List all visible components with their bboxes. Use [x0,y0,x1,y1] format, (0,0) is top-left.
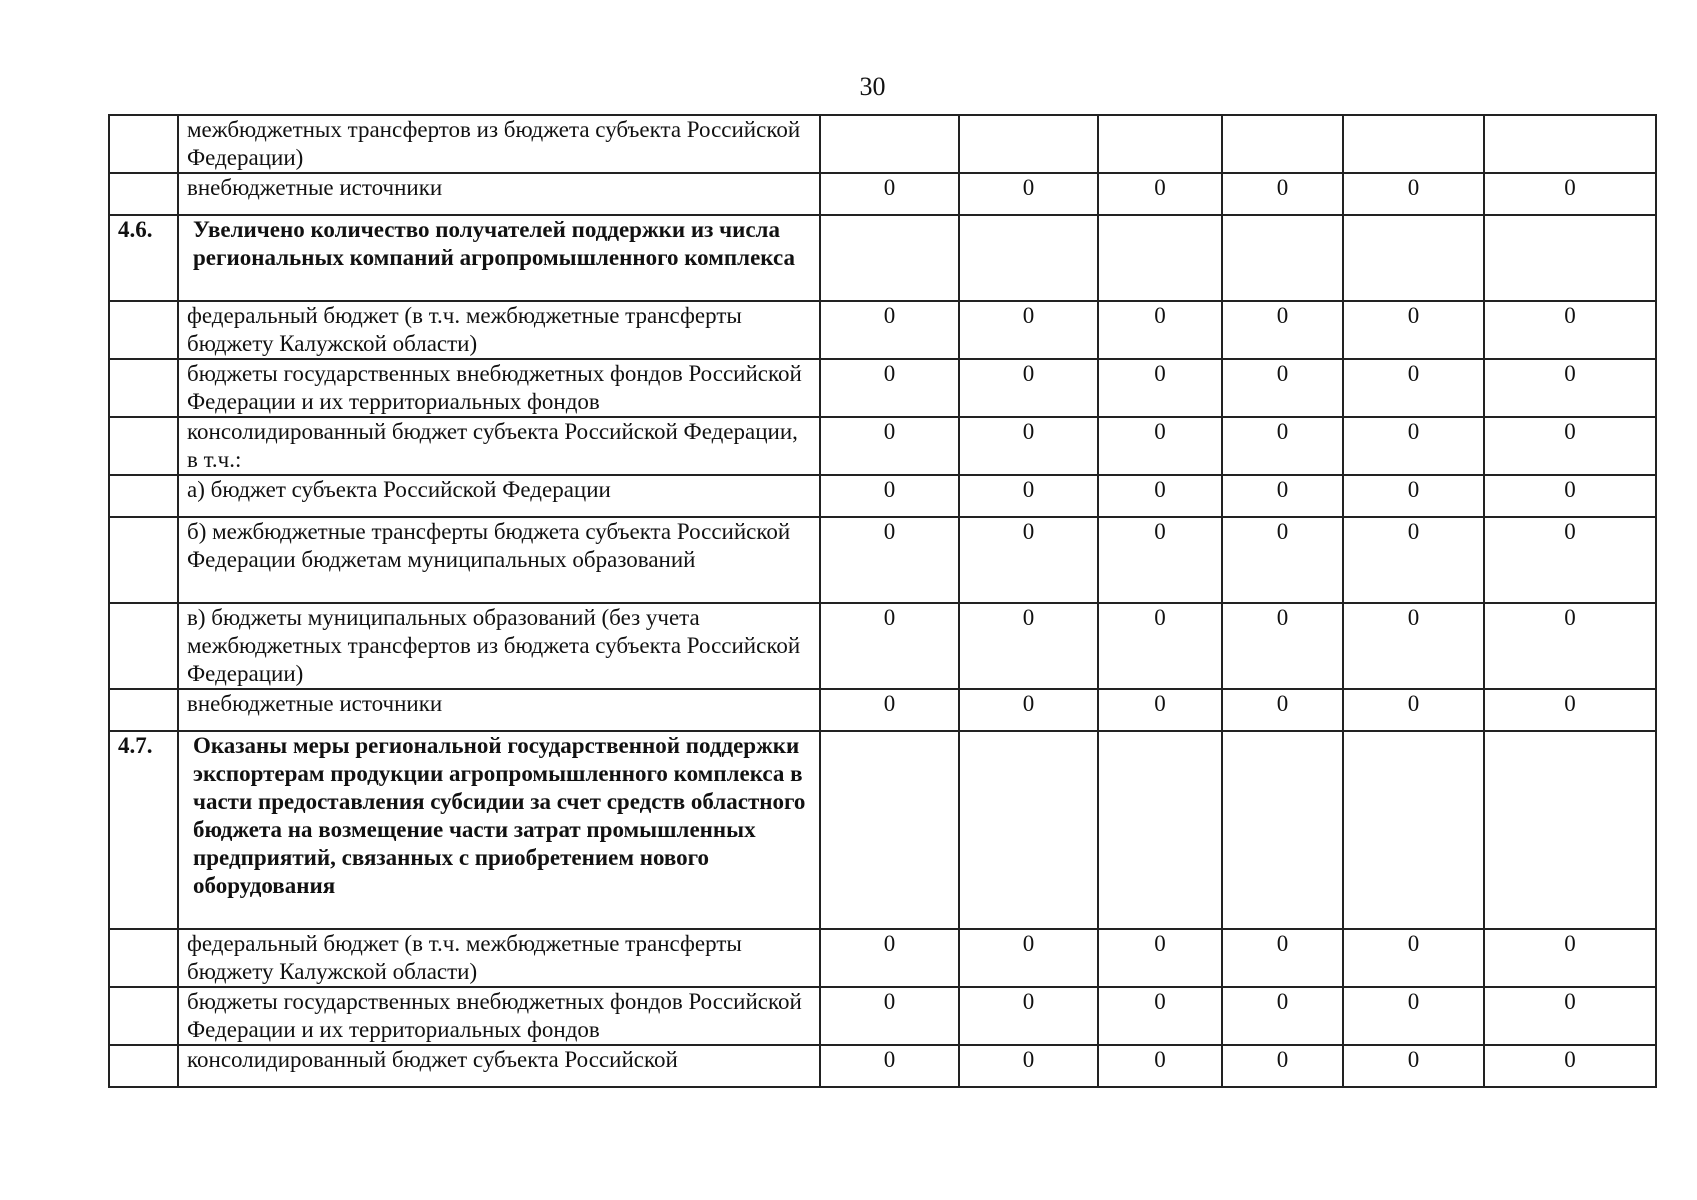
value-cell: 0 [820,417,959,475]
value-cell: 0 [1484,301,1656,359]
value-cell: 0 [1343,987,1484,1045]
value-cell: 0 [1222,417,1343,475]
value-cell: 0 [1343,517,1484,603]
table-row [109,359,1656,417]
value-cell: 0 [1222,301,1343,359]
row-label: федеральный бюджет (в т.ч. межбюджетные трансферты бюджету Калужской области) [178,929,820,987]
value-cell: 0 [1222,173,1343,215]
value-cell: 0 [1484,603,1656,689]
row-label: внебюджетные источники [178,689,820,731]
row-label: в) бюджеты муниципальных образований (без учета межбюджетных трансфертов из бюджета субъекта Российской Федерации) [178,603,820,689]
value-cell [1222,215,1343,301]
value-cell: 0 [820,475,959,517]
row-label: межбюджетных трансфертов из бюджета субъекта Российской Федерации) [178,115,820,173]
value-cell: 0 [820,689,959,731]
value-cell: 0 [959,417,1098,475]
value-cell: 0 [959,1045,1098,1087]
table-row [109,215,1656,301]
row-number [109,417,178,475]
value-cell [1343,115,1484,173]
value-cell: 0 [1098,603,1222,689]
table-row [109,417,1656,475]
value-cell: 0 [1343,603,1484,689]
value-cell: 0 [1343,301,1484,359]
value-cell: 0 [1484,689,1656,731]
value-cell: 0 [1222,603,1343,689]
value-cell: 0 [1484,173,1656,215]
row-label: внебюджетные источники [178,173,820,215]
value-cell: 0 [1484,929,1656,987]
row-number [109,689,178,731]
value-cell: 0 [1484,475,1656,517]
value-cell [1098,731,1222,929]
value-cell: 0 [1484,1045,1656,1087]
value-cell: 0 [1098,417,1222,475]
value-cell: 0 [1343,475,1484,517]
value-cell: 0 [820,987,959,1045]
value-cell: 0 [1098,301,1222,359]
value-cell: 0 [1098,987,1222,1045]
table-row [109,301,1656,359]
value-cell [820,215,959,301]
row-number [109,173,178,215]
value-cell: 0 [959,301,1098,359]
value-cell [959,215,1098,301]
page-number: 30 [859,72,886,101]
value-cell: 0 [820,603,959,689]
value-cell: 0 [1098,689,1222,731]
row-label: консолидированный бюджет субъекта Российской [178,1045,820,1087]
value-cell [959,115,1098,173]
table-row [109,173,1656,215]
value-cell [1343,215,1484,301]
value-cell: 0 [959,689,1098,731]
table-row [109,731,1656,929]
row-label: б) межбюджетные трансферты бюджета субъекта Российской Федерации бюджетам муниципальных образований [178,517,820,603]
value-cell: 0 [959,475,1098,517]
row-number: 4.6. [109,215,178,301]
row-number: 4.7. [109,731,178,929]
value-cell: 0 [959,517,1098,603]
budget-table [108,114,1657,1088]
row-number [109,929,178,987]
value-cell: 0 [959,929,1098,987]
row-label: бюджеты государственных внебюджетных фондов Российской Федерации и их территориальных фондов [178,987,820,1045]
value-cell: 0 [1484,417,1656,475]
value-cell: 0 [820,517,959,603]
value-cell: 0 [820,301,959,359]
value-cell [1484,215,1656,301]
value-cell [1098,115,1222,173]
value-cell [1343,731,1484,929]
value-cell [1222,731,1343,929]
value-cell: 0 [1343,359,1484,417]
table-row [109,603,1656,689]
value-cell: 0 [1484,359,1656,417]
value-cell: 0 [820,1045,959,1087]
value-cell: 0 [1222,689,1343,731]
value-cell: 0 [1098,359,1222,417]
value-cell: 0 [959,173,1098,215]
value-cell [820,115,959,173]
value-cell: 0 [1222,929,1343,987]
table-row [109,517,1656,603]
row-label: федеральный бюджет (в т.ч. межбюджетные трансферты бюджету Калужской области) [178,301,820,359]
value-cell [959,731,1098,929]
row-number [109,475,178,517]
value-cell [1484,115,1656,173]
value-cell: 0 [1484,987,1656,1045]
value-cell: 0 [1222,359,1343,417]
value-cell: 0 [1222,517,1343,603]
value-cell [1098,215,1222,301]
value-cell: 0 [820,359,959,417]
value-cell [1484,731,1656,929]
row-label: бюджеты государственных внебюджетных фондов Российской Федерации и их территориальных фондов [178,359,820,417]
row-label: Увеличено количество получателей поддержки из числа региональных компаний агропромышленного комплекса [178,215,820,301]
row-number [109,301,178,359]
value-cell: 0 [820,173,959,215]
value-cell: 0 [959,359,1098,417]
value-cell: 0 [1343,173,1484,215]
table-row [109,475,1656,517]
table-row [109,689,1656,731]
value-cell: 0 [1098,475,1222,517]
row-label: консолидированный бюджет субъекта Российской Федерации, в т.ч.: [178,417,820,475]
value-cell: 0 [1222,1045,1343,1087]
value-cell: 0 [1098,173,1222,215]
value-cell: 0 [1098,1045,1222,1087]
row-label: а) бюджет субъекта Российской Федерации [178,475,820,517]
row-number [109,987,178,1045]
value-cell: 0 [820,929,959,987]
table-row [109,115,1656,173]
row-number [109,517,178,603]
value-cell: 0 [959,987,1098,1045]
value-cell: 0 [1343,417,1484,475]
value-cell: 0 [1098,517,1222,603]
value-cell: 0 [1484,517,1656,603]
table-row [109,1045,1656,1087]
row-number [109,1045,178,1087]
value-cell: 0 [1343,929,1484,987]
row-number [109,603,178,689]
table-row [109,929,1656,987]
row-number [109,115,178,173]
value-cell: 0 [1098,929,1222,987]
value-cell: 0 [1222,475,1343,517]
value-cell: 0 [1343,1045,1484,1087]
value-cell: 0 [1343,689,1484,731]
value-cell: 0 [959,603,1098,689]
value-cell [1222,115,1343,173]
row-label: Оказаны меры региональной государственной поддержки экспортерам продукции агропромышленного комплекса в части предоставления субсидии за счет средств областного бюджета на возмещение части затрат промышленных предприятий, связанных с приобретением нового оборудования [178,731,820,929]
row-number [109,359,178,417]
table-row [109,987,1656,1045]
value-cell: 0 [1222,987,1343,1045]
value-cell [820,731,959,929]
